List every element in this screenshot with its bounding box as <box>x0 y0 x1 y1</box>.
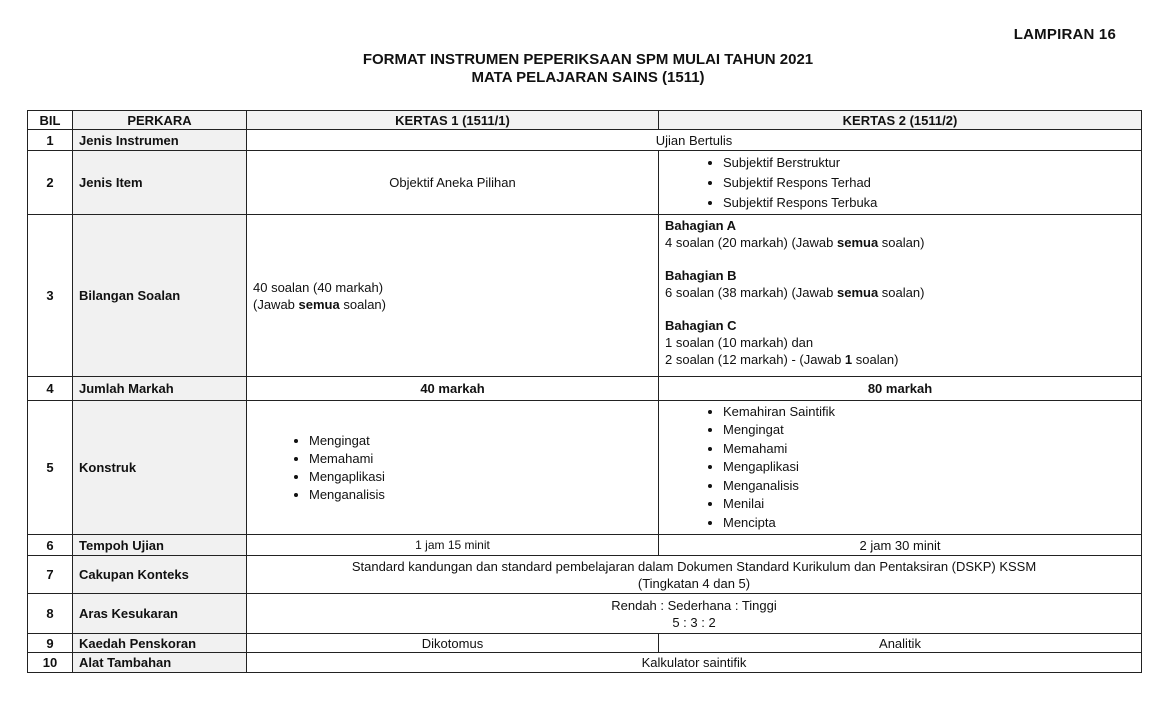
kertas1-cell: 1 jam 15 minit <box>247 535 659 556</box>
answer-instruction: (Jawab semua soalan) <box>253 296 386 312</box>
question-count: 40 soalan (40 markah) <box>253 279 384 295</box>
col-header-kertas2: KERTAS 2 (1511/2) <box>659 111 1142 130</box>
kertas2-cell: 2 jam 30 minit <box>659 535 1142 556</box>
row-label: Jumlah Markah <box>73 377 247 401</box>
kertas2-cell <box>659 151 1142 215</box>
row-label: Cakupan Konteks <box>73 556 247 594</box>
row-label: Alat Tambahan <box>73 653 247 673</box>
col-header-kertas1: KERTAS 1 (1511/1) <box>247 111 659 130</box>
document-title: FORMAT INSTRUMEN PEPERIKSAAN SPM MULAI TAHUN 2021 <box>362 51 814 68</box>
kertas1-cell <box>247 401 659 535</box>
list-item: • Menganalisis <box>309 486 652 504</box>
list-item: • Kemahiran Saintifik <box>723 403 1135 422</box>
difficulty-ratio: 5 : 3 : 2 <box>672 614 716 630</box>
list-item: • Mengingat <box>309 432 652 450</box>
table-row <box>28 401 1142 535</box>
col-header-perkara: PERKARA <box>73 111 247 130</box>
row-number: 6 <box>28 535 73 556</box>
header-row <box>28 111 1142 130</box>
row-label: Bilangan Soalan <box>73 215 247 377</box>
row-label: Kaedah Penskoran <box>73 634 247 653</box>
row-number: 5 <box>28 401 73 535</box>
construct-list <box>253 432 652 504</box>
section-a-detail: 4 soalan (20 markah) (Jawab semua soalan) <box>665 235 925 250</box>
section-c-detail: 1 soalan (10 markah) dan <box>665 335 814 350</box>
row-number: 3 <box>28 215 73 377</box>
row-number: 2 <box>28 151 73 215</box>
table-row <box>28 215 1142 377</box>
row-label: Jenis Instrumen <box>73 130 247 151</box>
table-row <box>28 151 1142 215</box>
row-label: Aras Kesukaran <box>73 594 247 634</box>
row-value: Kalkulator saintifik <box>247 653 1142 673</box>
row-value <box>247 556 1142 594</box>
row-label: Tempoh Ujian <box>73 535 247 556</box>
kertas1-cell: Dikotomus <box>247 634 659 653</box>
list-item: • Memahami <box>309 450 652 468</box>
table-row <box>28 377 1142 401</box>
table-row <box>28 653 1142 673</box>
list-item: • Subjektif Berstruktur <box>723 153 1135 173</box>
list-item: • Subjektif Respons Terbuka <box>723 193 1135 213</box>
table-row <box>28 634 1142 653</box>
table-row <box>28 556 1142 594</box>
list-item: • Mengaplikasi <box>309 468 652 486</box>
row-number: 9 <box>28 634 73 653</box>
row-number: 10 <box>28 653 73 673</box>
list-item: • Memahami <box>723 440 1135 459</box>
context-line: (Tingkatan 4 dan 5) <box>637 575 751 591</box>
item-type-list <box>665 153 1135 213</box>
section-c-detail: 2 soalan (12 markah) - (Jawab 1 soalan) <box>665 352 899 367</box>
construct-list <box>665 403 1135 533</box>
lampiran-label: LAMPIRAN 16 <box>1013 26 1116 43</box>
exam-format-table <box>27 110 1142 673</box>
kertas2-cell <box>659 401 1142 535</box>
list-item: • Subjektif Respons Terhad <box>723 173 1135 193</box>
kertas1-cell: 40 markah <box>247 377 659 401</box>
list-item: • Mencipta <box>723 514 1135 533</box>
section-a-title: Bahagian A <box>665 218 737 233</box>
kertas1-cell <box>247 215 659 377</box>
difficulty-labels: Rendah : Sederhana : Tinggi <box>611 597 777 613</box>
table-row <box>28 594 1142 634</box>
list-item: • Menilai <box>723 495 1135 514</box>
table-row <box>28 130 1142 151</box>
list-item: • Mengingat <box>723 421 1135 440</box>
kertas2-cell <box>659 215 1142 377</box>
section-b-detail: 6 soalan (38 markah) (Jawab semua soalan) <box>665 285 925 300</box>
kertas1-cell: Objektif Aneka Pilihan <box>247 151 659 215</box>
document-subtitle: MATA PELAJARAN SAINS (1511) <box>471 69 705 86</box>
row-number: 4 <box>28 377 73 401</box>
row-label: Jenis Item <box>73 151 247 215</box>
col-header-bil: BIL <box>28 111 73 130</box>
row-value: Ujian Bertulis <box>247 130 1142 151</box>
context-line: Standard kandungan dan standard pembelajaran dalam Dokumen Standard Kurikulum dan Pentaksiran (DSKP) KSSM <box>351 558 1037 574</box>
list-item: • Mengaplikasi <box>723 458 1135 477</box>
table-row <box>28 535 1142 556</box>
list-item: • Menganalisis <box>723 477 1135 496</box>
row-number: 8 <box>28 594 73 634</box>
row-number: 7 <box>28 556 73 594</box>
section-b-title: Bahagian B <box>665 268 737 283</box>
section-c-title: Bahagian C <box>665 318 737 333</box>
row-number: 1 <box>28 130 73 151</box>
kertas2-cell: 80 markah <box>659 377 1142 401</box>
row-label: Konstruk <box>73 401 247 535</box>
row-value <box>247 594 1142 634</box>
kertas2-cell: Analitik <box>659 634 1142 653</box>
